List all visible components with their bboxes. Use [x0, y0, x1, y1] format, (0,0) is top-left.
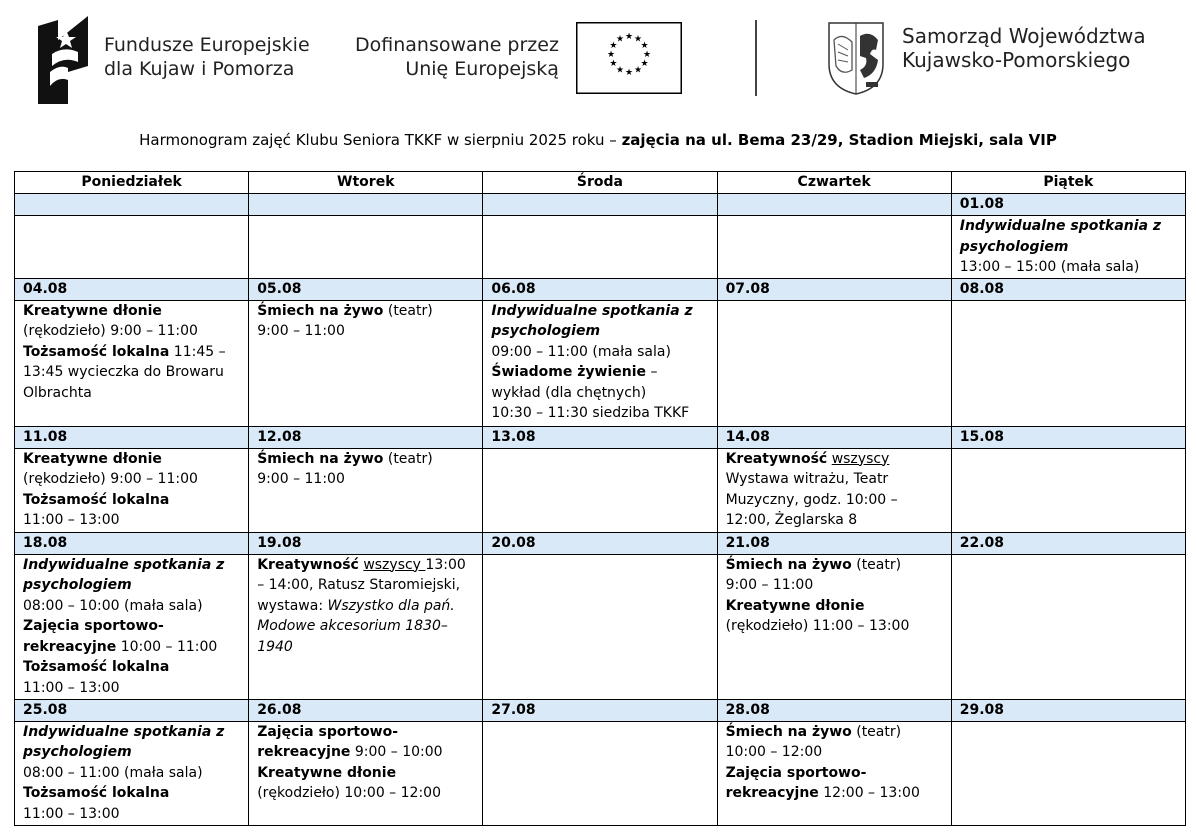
title-normal: Harmonogram zajęć Klubu Seniora TKKF w sierpniu 2025 roku – [139, 131, 622, 149]
activity-cell [717, 554, 951, 699]
exhibition-title: Wszystko dla pań. Modowe akcesorium 1830–1940 [257, 597, 455, 655]
activity-cell [483, 300, 717, 426]
activity-cell [951, 721, 1185, 825]
date-cell: 04.08 [15, 278, 249, 300]
date-cell: 11.08 [15, 426, 249, 448]
activity-cell [249, 554, 483, 699]
activity-name: Śmiech na żywo [725, 723, 852, 740]
activity-name: Śmiech na żywo [257, 302, 384, 319]
activity-note: (teatr) [383, 302, 433, 319]
activity-name: Kreatywne dłonie [23, 302, 162, 319]
cofin-line-2: Unię Europejską [405, 58, 559, 80]
activity-name: Kreatywne dłonie [23, 450, 162, 467]
activity-time: 11:00 – 13:00 [23, 805, 120, 822]
activity-cell [15, 448, 249, 532]
activity-time: 08:00 – 10:00 (mała sala) [23, 597, 203, 614]
activity-time: (rękodzieło) 9:00 – 11:00 [23, 323, 198, 339]
activity-name: Kreatywne dłonie [725, 597, 865, 614]
fe-line-2: dla Kujaw i Pomorza [104, 58, 295, 80]
activity-cell [15, 554, 249, 699]
activity-name: Świadome żywienie [491, 364, 646, 380]
svg-text:★: ★ [633, 34, 643, 45]
activity-time: 13:00 – 15:00 (mała sala) [959, 259, 1140, 275]
date-cell: 21.08 [717, 532, 951, 554]
date-cell: 01.08 [951, 194, 1185, 216]
svg-text:★: ★ [624, 32, 634, 42]
activity-name: Zajęcia sportowo-rekreacyjne [725, 764, 867, 801]
activity-cell [717, 300, 951, 426]
date-cell: 18.08 [15, 532, 249, 554]
activity-name: Śmiech na żywo [725, 556, 852, 573]
date-cell: 25.08 [15, 699, 249, 721]
date-row [15, 194, 1186, 216]
activity-cell [483, 448, 717, 532]
activity-time: 10:00 – 12:00 [725, 744, 823, 760]
svg-text:★: ★ [615, 65, 625, 76]
schedule-title [0, 130, 1196, 150]
activity-time: 9:00 – 11:00 [257, 323, 345, 339]
svg-text:★: ★ [606, 50, 616, 60]
activity-cell [951, 554, 1185, 699]
svg-text:★: ★ [642, 50, 652, 60]
svg-text:★: ★ [633, 65, 643, 76]
activity-time: 10:30 – 11:30 siedziba TKKF [491, 405, 690, 421]
activity-note: (teatr) [383, 450, 433, 467]
activity-time: 9:00 – 10:00 [350, 744, 443, 760]
activity-name: Zajęcia sportowo-rekreacyjne [23, 618, 164, 655]
activity-cell [249, 300, 483, 426]
activity-time: 12:00 – 13:00 [818, 785, 920, 801]
date-cell: 28.08 [717, 699, 951, 721]
date-cell: 27.08 [483, 699, 717, 721]
activity-name: Tożsamość lokalna [23, 785, 170, 801]
activity-name: Indywidualne spotkania z psychologiem [491, 302, 693, 339]
activity-name: Tożsamość lokalna [23, 491, 170, 508]
activity-audience: wszyscy [363, 556, 426, 573]
svg-text:★: ★ [640, 59, 649, 69]
date-cell: 19.08 [249, 532, 483, 554]
fe-line-1: Fundusze Europejskie [104, 34, 310, 56]
activity-cell [951, 448, 1185, 532]
date-cell: 26.08 [249, 699, 483, 721]
activity-note: – wykład (dla chętnych) [491, 364, 658, 401]
svg-text:★: ★ [640, 41, 649, 51]
activity-cell [249, 216, 483, 279]
svg-text:★: ★ [609, 41, 618, 51]
activity-cell [249, 721, 483, 825]
date-row [15, 426, 1186, 448]
activity-row [15, 300, 1186, 426]
activity-time: 9:00 – 11:00 [257, 471, 345, 487]
weekday-header-row [15, 172, 1186, 194]
activity-details: Wystawa witrażu, Teatr Muzyczny, godz. 10:00 – 12:00, Żeglarska 8 [725, 471, 898, 528]
activity-cell [951, 300, 1185, 426]
activity-cell [717, 448, 951, 532]
activity-time: 10:00 – 11:00 [116, 638, 218, 655]
activity-cell [483, 554, 717, 699]
date-cell: 22.08 [951, 532, 1185, 554]
activity-name: Tożsamość lokalna [23, 343, 170, 360]
activity-time: 09:00 – 11:00 (mała sala) [491, 343, 671, 360]
activity-name: Indywidualne spotkania z psychologiem [959, 218, 1162, 255]
date-cell [483, 194, 717, 216]
svg-text:★: ★ [615, 34, 625, 45]
european-funds-logo-icon [38, 6, 88, 104]
date-cell: 15.08 [951, 426, 1185, 448]
logo-separator [755, 20, 757, 96]
regional-government-name [902, 24, 1146, 72]
region-line-1: Samorząd Województwa [902, 24, 1146, 48]
activity-details: 13:00 – 14:00, Ratusz Staromiejski, wystawa: [257, 556, 466, 614]
activity-time: (rękodzieło) 10:00 – 12:00 [257, 785, 441, 801]
activity-cell [15, 216, 249, 279]
date-cell: 13.08 [483, 426, 717, 448]
activity-audience: wszyscy [831, 450, 890, 467]
activity-cell [15, 721, 249, 825]
activity-time: 08:00 – 11:00 (mała sala) [23, 764, 203, 781]
logo-bar [0, 0, 1196, 118]
activity-row [15, 448, 1186, 532]
date-cell: 12.08 [249, 426, 483, 448]
date-cell [15, 194, 249, 216]
activity-name: Śmiech na żywo [257, 450, 384, 467]
date-cell: 07.08 [717, 278, 951, 300]
activity-name: Kreatywność [725, 450, 828, 467]
activity-cell [717, 721, 951, 825]
date-row [15, 699, 1186, 721]
schedule-table [14, 171, 1186, 826]
cofin-line-1: Dofinansowane przez [355, 34, 559, 56]
date-cell: 20.08 [483, 532, 717, 554]
date-row [15, 278, 1186, 300]
date-row [15, 532, 1186, 554]
activity-time: 11:00 – 13:00 [23, 679, 120, 696]
activity-name: Indywidualne spotkania z psychologiem [23, 723, 225, 760]
svg-text:★: ★ [624, 68, 634, 78]
title-bold: zajęcia na ul. Bema 23/29, Stadion Miejski, sala VIP [621, 131, 1057, 149]
activity-name: Kreatywne dłonie [257, 764, 397, 781]
activity-time: (rękodzieło) 11:00 – 13:00 [725, 618, 910, 634]
activity-note: (teatr) [851, 723, 902, 740]
weekday-header: Czwartek [717, 172, 951, 194]
date-cell [717, 194, 951, 216]
activity-time: 11:00 – 13:00 [23, 512, 120, 528]
activity-row [15, 216, 1186, 279]
weekday-header: Poniedziałek [15, 172, 249, 194]
activity-cell [717, 216, 951, 279]
weekday-header: Piątek [951, 172, 1185, 194]
regional-coat-of-arms-icon [826, 20, 886, 96]
eu-flag-icon [576, 22, 682, 94]
european-funds-name [104, 33, 310, 81]
activity-cell [483, 721, 717, 825]
activity-name: Kreatywność [257, 556, 359, 573]
activity-cell [249, 448, 483, 532]
activity-name: Zajęcia sportowo-rekreacyjne [257, 723, 399, 760]
date-cell: 05.08 [249, 278, 483, 300]
activity-details: 11:45 – 13:45 wycieczka do Browaru Olbrachta [23, 343, 226, 401]
activity-name: Indywidualne spotkania z psychologiem [23, 556, 225, 593]
activity-row [15, 721, 1186, 825]
activity-time: (rękodzieło) 9:00 – 11:00 [23, 471, 198, 487]
svg-text:★: ★ [609, 59, 618, 69]
activity-row [15, 554, 1186, 699]
activity-cell [483, 216, 717, 279]
weekday-header: Wtorek [249, 172, 483, 194]
activity-cell [951, 216, 1185, 279]
date-cell [249, 194, 483, 216]
date-cell: 14.08 [717, 426, 951, 448]
region-line-2: Kujawsko-Pomorskiego [902, 48, 1131, 72]
activity-time: 9:00 – 11:00 [725, 577, 814, 593]
date-cell: 29.08 [951, 699, 1185, 721]
date-cell: 08.08 [951, 278, 1185, 300]
cofinanced-text [355, 33, 559, 81]
activity-name: Tożsamość lokalna [23, 659, 170, 675]
weekday-header: Środa [483, 172, 717, 194]
activity-cell [15, 300, 249, 426]
activity-note: (teatr) [851, 556, 902, 573]
date-cell: 06.08 [483, 278, 717, 300]
